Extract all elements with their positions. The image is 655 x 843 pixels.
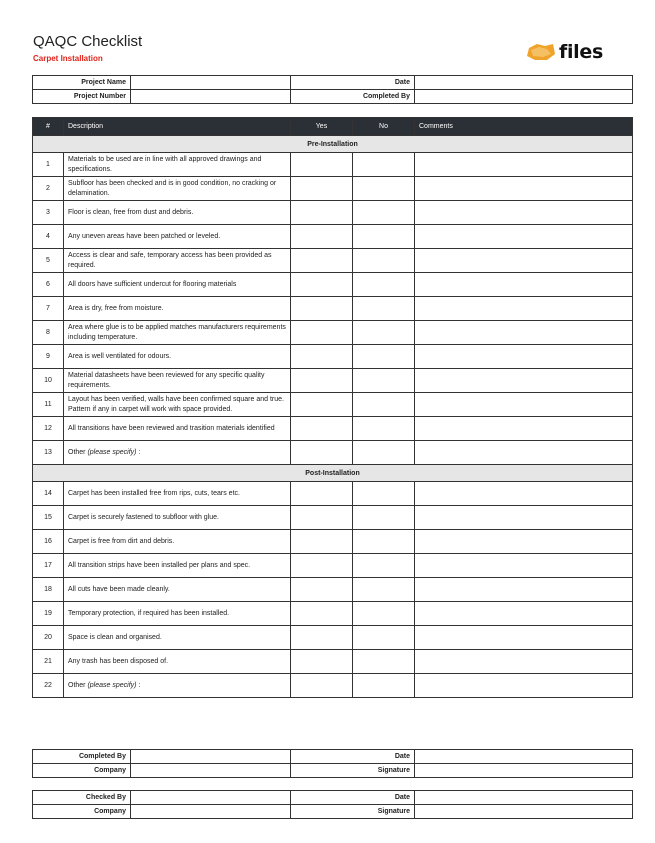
no-checkbox-cell[interactable] (353, 482, 415, 506)
checked-signature-label: Signature (291, 805, 415, 819)
project-number-field[interactable] (131, 90, 291, 104)
item-number: 21 (33, 650, 64, 674)
item-description: Layout has been verified, walls have been confirmed square and true. Pattern if any in carpet will work with space provided. (64, 393, 291, 417)
item-number: 7 (33, 297, 64, 321)
checklist-row (33, 417, 633, 441)
comments-cell[interactable] (415, 369, 633, 393)
item-description: Materials to be used are in line with all approved drawings and specifications. (64, 153, 291, 177)
comments-cell[interactable] (415, 650, 633, 674)
checklist-row (33, 273, 633, 297)
item-description: Subfloor has been checked and is in good condition, no cracking or delamination. (64, 177, 291, 201)
yes-checkbox-cell[interactable] (291, 273, 353, 297)
item-number: 17 (33, 554, 64, 578)
checklist-row (33, 506, 633, 530)
item-number: 5 (33, 249, 64, 273)
checked-by-field[interactable] (131, 791, 291, 805)
yes-checkbox-cell[interactable] (291, 602, 353, 626)
checklist-row (33, 297, 633, 321)
item-number: 16 (33, 530, 64, 554)
completed-by-field[interactable] (415, 90, 633, 104)
column-header-comments: Comments (415, 118, 633, 136)
other-label: Other (68, 681, 88, 689)
item-number: 19 (33, 602, 64, 626)
yes-checkbox-cell[interactable] (291, 297, 353, 321)
comments-cell[interactable] (415, 554, 633, 578)
checklist-row (33, 602, 633, 626)
comments-cell[interactable] (415, 177, 633, 201)
comments-cell[interactable] (415, 674, 633, 698)
yes-checkbox-cell[interactable] (291, 530, 353, 554)
yes-checkbox-cell[interactable] (291, 441, 353, 465)
item-description: Any trash has been disposed of. (64, 650, 291, 674)
comments-cell[interactable] (415, 201, 633, 225)
comments-cell[interactable] (415, 321, 633, 345)
no-checkbox-cell[interactable] (353, 297, 415, 321)
checklist-row (33, 369, 633, 393)
item-number: 18 (33, 578, 64, 602)
page-subtitle: Carpet Installation (33, 54, 103, 63)
no-checkbox-cell[interactable] (353, 369, 415, 393)
comments-cell[interactable] (415, 153, 633, 177)
yes-checkbox-cell[interactable] (291, 177, 353, 201)
no-checkbox-cell[interactable] (353, 578, 415, 602)
comments-cell[interactable] (415, 297, 633, 321)
checked-date-label: Date (291, 791, 415, 805)
yes-checkbox-cell[interactable] (291, 578, 353, 602)
yes-checkbox-cell[interactable] (291, 201, 353, 225)
date-field[interactable] (415, 76, 633, 90)
comments-cell[interactable] (415, 506, 633, 530)
no-checkbox-cell[interactable] (353, 321, 415, 345)
signoff-date-label: Date (291, 750, 415, 764)
no-checkbox-cell[interactable] (353, 506, 415, 530)
yes-checkbox-cell[interactable] (291, 321, 353, 345)
comments-cell[interactable] (415, 578, 633, 602)
column-header-description: Description (64, 118, 291, 136)
other-label: Other (68, 448, 88, 456)
item-description (64, 441, 291, 465)
logo (527, 40, 603, 64)
item-number: 15 (33, 506, 64, 530)
yes-checkbox-cell[interactable] (291, 345, 353, 369)
post-installation-section-heading: Post-Installation (33, 465, 633, 482)
checklist-row (33, 441, 633, 465)
comments-cell[interactable] (415, 225, 633, 249)
yes-checkbox-cell[interactable] (291, 369, 353, 393)
comments-cell[interactable] (415, 249, 633, 273)
logo-mark-icon (527, 42, 557, 62)
item-number: 2 (33, 177, 64, 201)
no-checkbox-cell[interactable] (353, 177, 415, 201)
yes-checkbox-cell[interactable] (291, 650, 353, 674)
yes-checkbox-cell[interactable] (291, 506, 353, 530)
column-header-no: No (353, 118, 415, 136)
checklist-row (33, 650, 633, 674)
page-title: QAQC Checklist (33, 33, 143, 50)
checklist-row (33, 530, 633, 554)
signoff-completed-by-label: Completed By (33, 750, 131, 764)
item-number: 20 (33, 626, 64, 650)
project-number-label: Project Number (33, 90, 131, 104)
no-checkbox-cell[interactable] (353, 393, 415, 417)
signoff-date-field[interactable] (415, 750, 633, 764)
item-description (64, 674, 291, 698)
item-description: Carpet is securely fastened to subfloor with glue. (64, 506, 291, 530)
item-number: 6 (33, 273, 64, 297)
checklist-row (33, 321, 633, 345)
no-checkbox-cell[interactable] (353, 626, 415, 650)
other-specify-hint: (please specify) (87, 681, 137, 689)
yes-checkbox-cell[interactable] (291, 674, 353, 698)
checklist-row (33, 578, 633, 602)
checklist-row (33, 482, 633, 506)
checklist-row (33, 153, 633, 177)
yes-checkbox-cell[interactable] (291, 626, 353, 650)
checked-by-label: Checked By (33, 791, 131, 805)
completed-by-label: Completed By (291, 90, 415, 104)
no-checkbox-cell[interactable] (353, 273, 415, 297)
item-number: 3 (33, 201, 64, 225)
no-checkbox-cell[interactable] (353, 602, 415, 626)
item-number: 14 (33, 482, 64, 506)
item-number: 9 (33, 345, 64, 369)
comments-cell[interactable] (415, 626, 633, 650)
item-description: Area is well ventilated for odours. (64, 345, 291, 369)
comments-cell[interactable] (415, 273, 633, 297)
post-installation-section-row (33, 465, 633, 482)
column-header-yes: Yes (291, 118, 353, 136)
no-checkbox-cell[interactable] (353, 153, 415, 177)
item-number: 11 (33, 393, 64, 417)
pre-installation-section-heading: Pre-Installation (33, 136, 633, 153)
item-number: 22 (33, 674, 64, 698)
comments-cell[interactable] (415, 441, 633, 465)
item-description: Space is clean and organised. (64, 626, 291, 650)
signoff-company-field[interactable] (131, 764, 291, 778)
checked-date-field[interactable] (415, 791, 633, 805)
completed-signoff-table (32, 749, 633, 778)
date-label: Date (291, 76, 415, 90)
item-description: Floor is clean, free from dust and debris. (64, 201, 291, 225)
checklist-row (33, 626, 633, 650)
comments-cell[interactable] (415, 345, 633, 369)
yes-checkbox-cell[interactable] (291, 554, 353, 578)
checklist-table (32, 117, 633, 698)
other-suffix: : (136, 681, 141, 689)
signoff-signature-label: Signature (291, 764, 415, 778)
checklist-row (33, 177, 633, 201)
no-checkbox-cell[interactable] (353, 674, 415, 698)
item-number: 10 (33, 369, 64, 393)
comments-cell[interactable] (415, 417, 633, 441)
no-checkbox-cell[interactable] (353, 530, 415, 554)
project-name-label: Project Name (33, 76, 131, 90)
signoff-completed-by-field[interactable] (131, 750, 291, 764)
other-specify-hint: (please specify) (87, 448, 137, 456)
item-number: 12 (33, 417, 64, 441)
no-checkbox-cell[interactable] (353, 417, 415, 441)
item-description: Any uneven areas have been patched or leveled. (64, 225, 291, 249)
project-name-field[interactable] (131, 76, 291, 90)
item-number: 8 (33, 321, 64, 345)
checked-signoff-table (32, 790, 633, 819)
checklist-row (33, 554, 633, 578)
signoff-company-label: Company (33, 764, 131, 778)
checklist-row (33, 345, 633, 369)
project-info-table (32, 75, 633, 104)
item-description: All doors have sufficient undercut for flooring materials (64, 273, 291, 297)
item-description: Carpet is free from dirt and debris. (64, 530, 291, 554)
comments-cell[interactable] (415, 530, 633, 554)
item-description: Area is dry, free from moisture. (64, 297, 291, 321)
item-description: Access is clear and safe, temporary access has been provided as required. (64, 249, 291, 273)
checklist-row (33, 393, 633, 417)
pre-installation-section-row (33, 136, 633, 153)
item-description: Material datasheets have been reviewed for any specific quality requirements. (64, 369, 291, 393)
checked-company-field[interactable] (131, 805, 291, 819)
checklist-row (33, 201, 633, 225)
item-description: All cuts have been made cleanly. (64, 578, 291, 602)
comments-cell[interactable] (415, 482, 633, 506)
item-description: Temporary protection, if required has been installed. (64, 602, 291, 626)
column-header-number: # (33, 118, 64, 136)
other-suffix: : (136, 448, 141, 456)
no-checkbox-cell[interactable] (353, 225, 415, 249)
checklist-row (33, 249, 633, 273)
checked-signature-field[interactable] (415, 805, 633, 819)
yes-checkbox-cell[interactable] (291, 249, 353, 273)
item-description: Area where glue is to be applied matches manufacturers requirements including temperature. (64, 321, 291, 345)
no-checkbox-cell[interactable] (353, 201, 415, 225)
item-number: 13 (33, 441, 64, 465)
logo-text: files (559, 41, 603, 63)
no-checkbox-cell[interactable] (353, 345, 415, 369)
no-checkbox-cell[interactable] (353, 554, 415, 578)
yes-checkbox-cell[interactable] (291, 482, 353, 506)
comments-cell[interactable] (415, 393, 633, 417)
item-description: All transition strips have been installed per plans and spec. (64, 554, 291, 578)
checked-company-label: Company (33, 805, 131, 819)
item-number: 1 (33, 153, 64, 177)
item-description: Carpet has been installed free from rips, cuts, tears etc. (64, 482, 291, 506)
item-number: 4 (33, 225, 64, 249)
checklist-row (33, 225, 633, 249)
no-checkbox-cell[interactable] (353, 441, 415, 465)
comments-cell[interactable] (415, 602, 633, 626)
no-checkbox-cell[interactable] (353, 249, 415, 273)
yes-checkbox-cell[interactable] (291, 393, 353, 417)
signoff-signature-field[interactable] (415, 764, 633, 778)
yes-checkbox-cell[interactable] (291, 225, 353, 249)
no-checkbox-cell[interactable] (353, 650, 415, 674)
yes-checkbox-cell[interactable] (291, 153, 353, 177)
item-description: All transitions have been reviewed and trasition materials identified (64, 417, 291, 441)
yes-checkbox-cell[interactable] (291, 417, 353, 441)
checklist-row (33, 674, 633, 698)
